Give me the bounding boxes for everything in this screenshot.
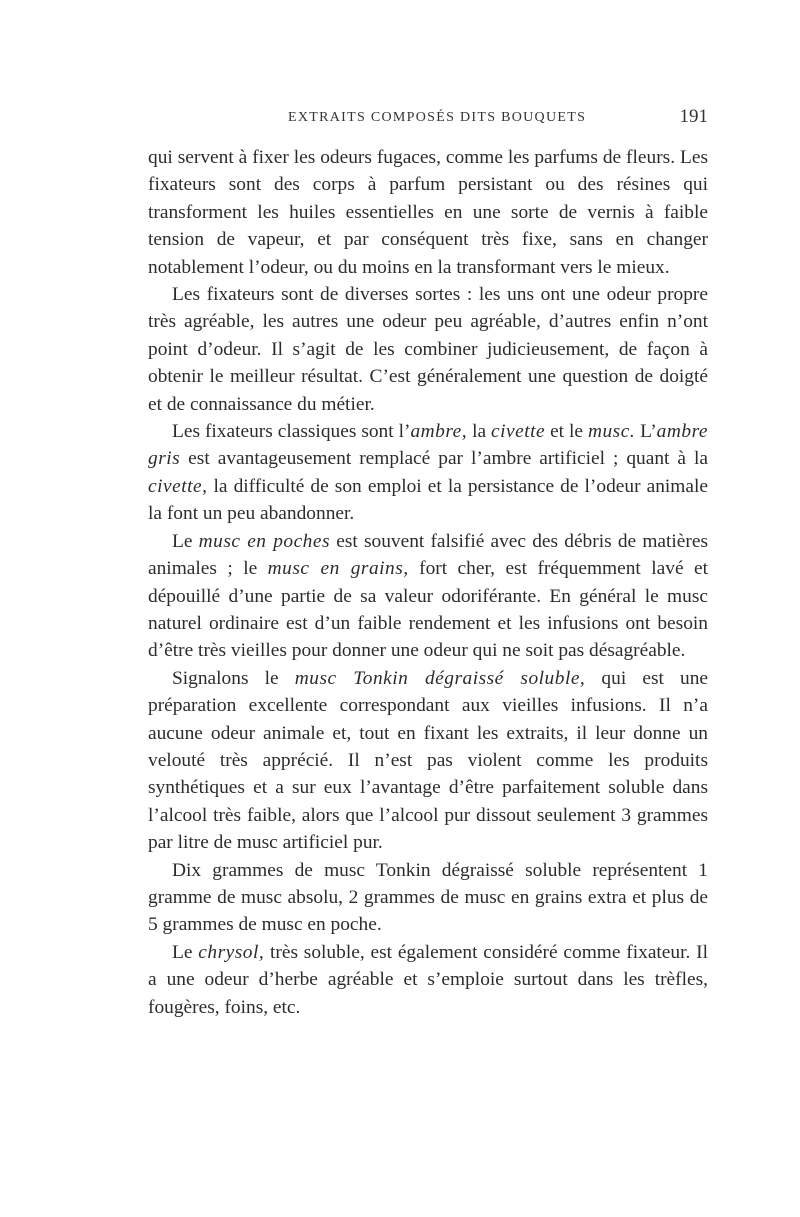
text-run: qui servent à fixer les odeurs fugaces, comme les parfums de fleurs. Les fixateurs sont des corps à parfum persistant ou des résines qui transforment les huiles essentielles en une sorte de vernis à faible tension de vapeur, et par conséquent très fixe, sans en changer notablement l’odeur, ou du moins en la transformant vers le mieux. <box>148 147 708 278</box>
italic-term: ambre, <box>410 421 468 443</box>
paragraph <box>148 144 708 281</box>
text-run: la difficulté de son emploi et la persistance de l’odeur animale la font un peu abandonner. <box>148 475 708 525</box>
text-run: L’ <box>635 421 657 443</box>
running-head <box>148 104 708 134</box>
text-run: Le <box>172 530 199 552</box>
body-text <box>148 144 708 1021</box>
paragraph <box>148 418 708 528</box>
text-run: Les fixateurs sont de diverses sortes : les uns ont une odeur propre très agréable, les autres une odeur peu agréable, d’autres enfin n’ont point d’odeur. Il s’agit de les combiner judicieusement, de façon à obtenir le meilleur résultat. C’est généralement une question de doigté et de connaissance du métier. <box>148 284 708 415</box>
text-run: la <box>467 421 492 443</box>
italic-term: chrysol, <box>198 941 265 963</box>
italic-term: ambre gris <box>148 421 708 470</box>
paragraph <box>148 528 708 665</box>
text-run: Le <box>172 941 199 963</box>
italic-term: civette <box>491 421 546 443</box>
text-run: très soluble, est également considéré comme fixateur. Il a une odeur d’herbe agréable et s’emploie surtout dans les trèfles, fougères, foins, etc. <box>148 941 708 1018</box>
text-run: fort cher, est fréquemment lavé et dépouillé d’une partie de sa valeur odoriférante. En général le musc naturel ordinaire est d’un faible rendement et les infusions ont besoin d’être très vieilles pour donner une odeur qui ne soit pas désagréable. <box>148 558 709 662</box>
paragraph <box>148 281 708 418</box>
italic-term: musc en grains, <box>267 558 409 580</box>
page-number: 191 <box>679 106 708 127</box>
text-run: Signalons le <box>172 667 295 689</box>
italic-term: musc. <box>587 421 636 443</box>
running-title: EXTRAITS COMPOSÉS DITS BOUQUETS <box>288 110 587 125</box>
text-run: et le <box>545 421 588 443</box>
text-run: est avantageusement remplacé par l’ambre artificiel ; quant à la <box>180 448 708 470</box>
text-run: est souvent falsifié avec des débris de matières animales ; le <box>148 530 708 580</box>
italic-term: musc en poches <box>198 530 331 552</box>
italic-term: musc Tonkin dégraissé soluble, <box>294 667 586 689</box>
italic-term: civette, <box>148 475 208 497</box>
text-run: Dix grammes de musc Tonkin dégraissé soluble représentent 1 gramme de musc absolu, 2 grammes de musc en grains extra et plus de 5 grammes de musc en poche. <box>148 859 708 936</box>
paragraph <box>148 939 708 1021</box>
book-page <box>148 104 708 1021</box>
paragraph <box>148 665 708 857</box>
text-run: qui est une préparation excellente correspondant aux vieilles infusions. Il n’a aucune odeur animale et, tout en fixant les extraits, il leur donne un velouté très apprécié. Il n’est pas violent comme les produits synthétiques et a sur eux l’avantage d’être parfaitement soluble dans l’alcool très faible, alors que l’alcool pur dissout seulement 3 grammes par litre de musc artificiel pur. <box>148 667 709 854</box>
text-run: Les fixateurs classiques sont l’ <box>172 421 411 443</box>
paragraph <box>148 857 708 939</box>
